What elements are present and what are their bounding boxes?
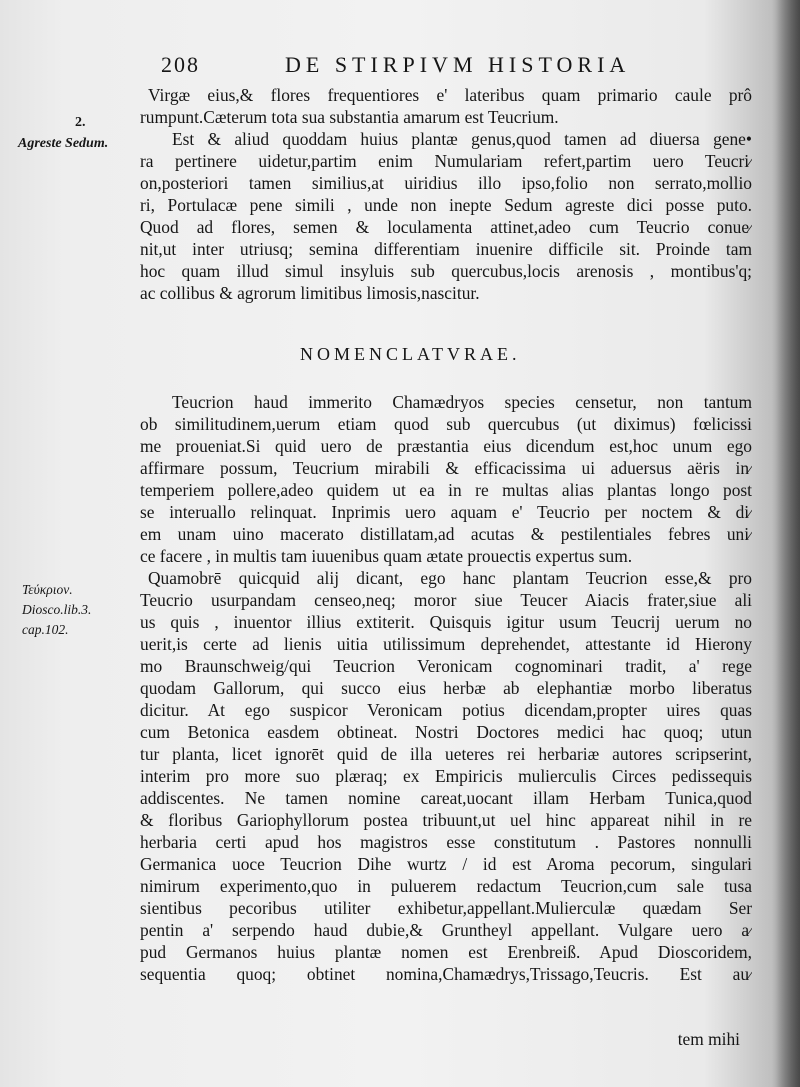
text-line: on,posteriori tamen similius,at uiridius illo ipso,folio non serrato,mollio (140, 173, 752, 193)
text-line: Germanica uoce Teucrion Dihe wurtz / id est Aroma pecorum, singulari (140, 854, 752, 874)
text-line: Teucrio usurpandam censeo,neq; moror siue Teucer Aiacis frater,siue ali (140, 590, 752, 610)
text-line: pud Germanos huius plantæ nomen est Erenbreiß. Apud Dioscoridem, (140, 942, 752, 962)
text-line: temperiem pollere,adeo quidem ut ea in re multas alias plantas longo post (140, 480, 752, 500)
top-paragraph (140, 84, 752, 304)
binding-shadow (772, 0, 800, 1087)
running-title: DE STIRPIVM HISTORIA (285, 52, 631, 77)
text-line: Est & aliud quoddam huius plantæ genus,quod tamen ad diuersa gene• (172, 129, 752, 149)
text-line: Quamobrē quicquid alij dicant, ego hanc plantam Teucrion esse,& pro (148, 568, 752, 588)
margin-number: 2. (75, 115, 86, 130)
text-line: mo Braunschweig/qui Teucrion Veronicam cognominari tradit, a' rege (140, 656, 752, 676)
margin-ref-line: cap.102. (22, 622, 69, 637)
text-line: us quis , inuentor illius extiterit. Quisquis igitur usum Teucrij uerum no (140, 612, 752, 632)
margin-reference (22, 580, 91, 640)
body-paragraph (140, 391, 752, 985)
text-line: & floribus Gariophyllorum postea tribuunt,ut uel hinc appareat nihil in re (140, 810, 752, 830)
text-line: Teucrion haud immerito Chamædryos species censetur, non tantum (172, 392, 752, 412)
text-line: ri, Portulacæ pene simili , unde non inepte Sedum agreste dici posse puto. (140, 195, 752, 215)
text-line: sequentia quoq; obtinet nomina,Chamædrys,Trissago,Teucris. Est au∕ (140, 964, 752, 984)
text-line: addiscentes. Ne tamen nomine careat,uocant illam Herbam Tunica,quod (140, 788, 752, 808)
text-line: affirmare possum, Teucrium mirabili & efficacissima ui aduersus aëris in∕ (140, 458, 752, 478)
text-line: cum Betonica easdem obtineat. Nostri Doctores medici hac quoq; utun (140, 722, 752, 742)
text-line: em unam uino macerato distillatam,ad acutas & pestilentiales febres uni∕ (140, 524, 752, 544)
catchword: tem mihi (677, 1029, 740, 1049)
text-line: dicitur. At ego suspicor Veronicam potius dicendam,propter uires quas (140, 700, 752, 720)
text-line: Quod ad flores, semen & loculamenta attinet,adeo cum Teucrio conue∕ (140, 217, 752, 237)
text-line: se interuallo relinquat. Inprimis uero aquam e' Teucrio per noctem & di∕ (140, 502, 752, 522)
text-line: pentin a' serpendo haud dubie,& Gruntheyl appellant. Vulgare uero a∕ (140, 920, 752, 940)
text-line: hoc quam illud simul insyluis sub quercubus,locis arenosis , montibus'q; (140, 261, 752, 281)
text-line: sientibus pecoribus utiliter exhibetur,appellant.Mulierculæ quædam Ser (140, 898, 752, 918)
text-line: ra pertinere uidetur,partim enim Numulariam refert,partim uero Teucri∕ (140, 151, 752, 171)
text-line: ac collibus & agrorum limitibus limosis,nascitur. (140, 283, 480, 303)
text-line: me proueniat.Si quid uero de præstantia eius dicendum est,hoc unum ego (140, 436, 752, 456)
text-line: rumpunt.Cæterum tota sua substantia amarum est Teucrium. (140, 107, 559, 127)
text-line: ob similitudinem,uerum etiam quod sub quercubus (ut diximus) fœlicissi (140, 414, 752, 434)
text-line: Virgæ eius,& flores frequentiores e' lateribus quam primario caule prô (148, 85, 752, 105)
page-header (155, 52, 755, 82)
section-heading: NOMENCLATVRAE. (300, 344, 521, 364)
text-line: quodam Gallorum, qui succo eius herbæ ab elephantiæ morbo liberatus (140, 678, 752, 698)
text-line: tur planta, licet ignorēt quid de illa ueteres rei herbariæ autores scripserint, (140, 744, 752, 764)
margin-ref-line: Τεύκριον. (22, 582, 73, 597)
text-line: ce facere , in multis tam iuuenibus quam ætate prouectis expertus sum. (140, 546, 633, 566)
margin-label-agreste: Agreste Sedum. (18, 136, 109, 151)
text-line: uerit,is certe ad lienis uitia utilissimum deprehendet, attestante id Hierony (140, 634, 752, 654)
text-line: nimirum experimento,quo in puluerem redactum Teucrion,cum sale tusa (140, 876, 752, 896)
page-number: 208 (161, 52, 200, 77)
margin-ref-line: Diosco.lib.3. (22, 602, 92, 617)
catchword-row (140, 1028, 752, 1050)
text-line: herbaria certi apud hos magistros esse constitutum . Pastores nonnulli (140, 832, 752, 852)
text-line: nit,ut inter utriusq; semina differentiam inuenire difficile sit. Proinde tam (140, 239, 752, 259)
text-line: interim pro more suo plæraq; ex Empiricis mulierculis Circes pedissequis (140, 766, 752, 786)
